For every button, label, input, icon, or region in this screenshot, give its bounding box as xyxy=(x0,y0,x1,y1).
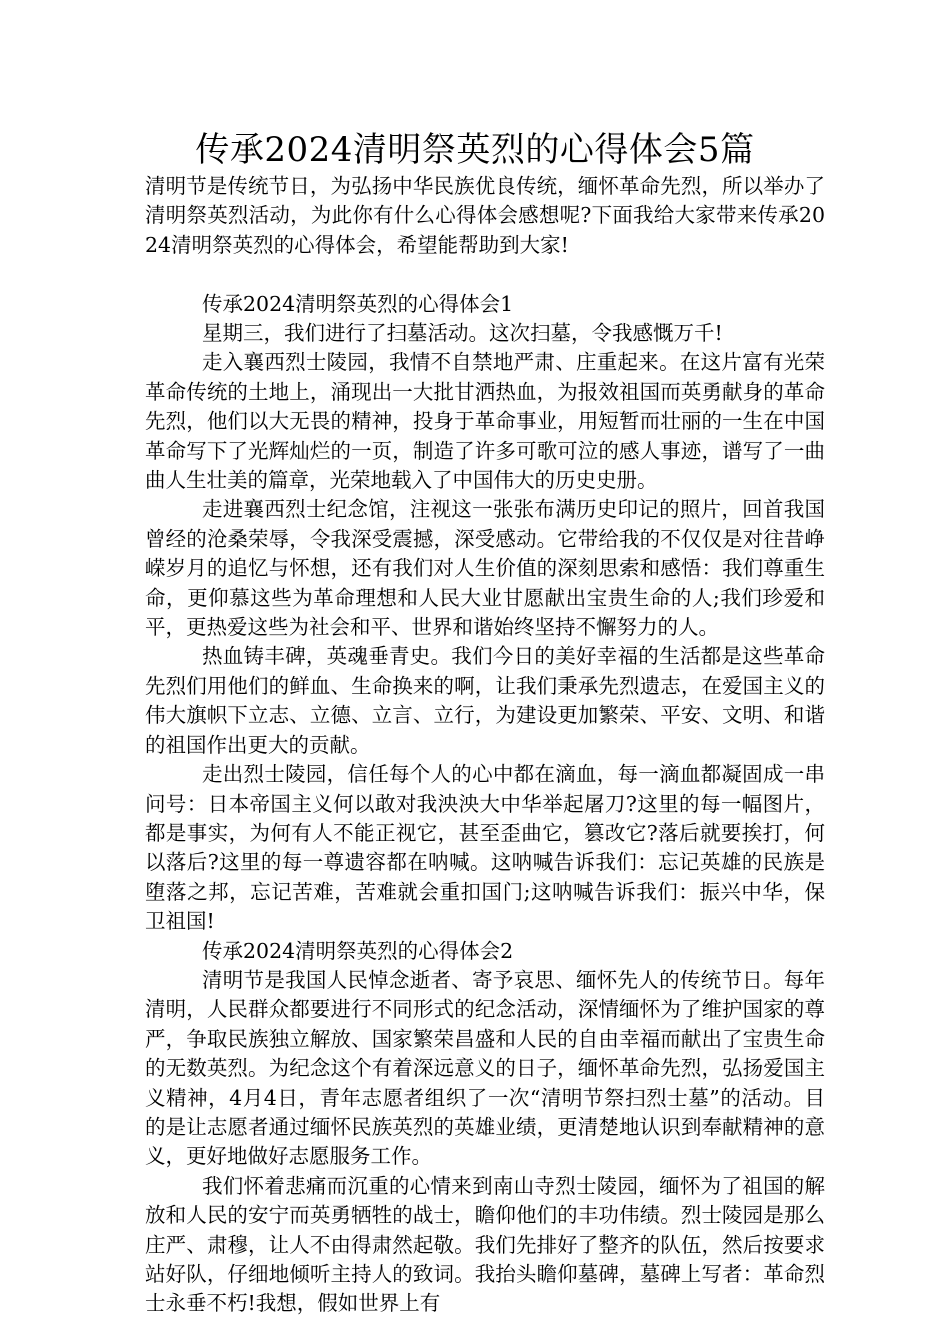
section1-paragraph: 走进襄西烈士纪念馆，注视这一张张布满历史印记的照片，回首我国曾经的沧桑荣辱，令我深受震撼，深受感动。它带给我的不仅仅是对往昔峥嵘岁月的追忆与怀想，还有我们对人生价值的深刻思索和感悟：我们尊重生命，更仰慕这些为革命理想和人民大业甘愿献出宝贵生命的人;我们珍爱和平，更热爱这些为社会和平、世界和谐始终坚持不懈努力的人。 xyxy=(145,497,825,640)
section-heading-2: 传承2024清明祭英烈的心得体会2 xyxy=(202,938,514,963)
document-body xyxy=(145,172,825,1319)
intro-paragraph: 清明节是传统节日，为弘扬中华民族优良传统，缅怀革命先烈，所以举办了清明祭英烈活动，为此你有什么心得体会感想呢?下面我给大家带来传承2024清明祭英烈的心得体会，希望能帮助到大家! xyxy=(145,174,825,257)
paragraph-spacer xyxy=(145,260,825,289)
section1-paragraph: 走出烈士陵园，信任每个人的心中都在滴血，每一滴血都凝固成一串问号：日本帝国主义何以敢对我泱泱大中华举起屠刀?这里的每一幅图片，都是事实，为何有人不能正视它，甚至歪曲它，篡改它?落后就要挨打，何以落后?这里的每一尊遗容都在呐喊。这呐喊告诉我们：忘记英雄的民族是堕落之邦，忘记苦难，苦难就会重扣国门;这呐喊告诉我们：振兴中华，保卫祖国! xyxy=(145,762,825,934)
section1-paragraph: 星期三，我们进行了扫墓活动。这次扫墓，令我感慨万千! xyxy=(202,321,723,346)
section-heading-1: 传承2024清明祭英烈的心得体会1 xyxy=(202,291,514,316)
section1-paragraph: 热血铸丰碑，英魂垂青史。我们今日的美好幸福的生活都是这些革命先烈们用他们的鲜血、生命换来的啊，让我们秉承先烈遗志，在爱国主义的伟大旗帜下立志、立德、立言、立行，为建设更加繁荣、平安、文明、和谐的祖国作出更大的贡献。 xyxy=(145,644,825,757)
section2-paragraph: 清明节是我国人民悼念逝者、寄予哀思、缅怀先人的传统节日。每年清明，人民群众都要进行不同形式的纪念活动，深情缅怀为了维护国家的尊严，争取民族独立解放、国家繁荣昌盛和人民的自由幸福而献出了宝贵生命的无数英烈。为纪念这个有着深远意义的日子，缅怀革命先烈，弘扬爱国主义精神，4月4日，青年志愿者组织了一次“清明节祭扫烈士墓”的活动。目的是让志愿者通过缅怀民族英烈的英雄业绩，更清楚地认识到奉献精神的意义，更好地做好志愿服务工作。 xyxy=(145,967,825,1169)
section1-paragraph: 走入襄西烈士陵园，我情不自禁地严肃、庄重起来。在这片富有光荣革命传统的土地上，涌现出一大批甘洒热血，为报效祖国而英勇献身的革命先烈，他们以大无畏的精神，投身于革命事业，用短暂而壮丽的一生在中国革命写下了光辉灿烂的一页，制造了许多可歌可泣的感人事迹，谱写了一曲曲人生壮美的篇章，光荣地载入了中国伟大的历史史册。 xyxy=(145,350,825,493)
document-title: 传承2024清明祭英烈的心得体会5篇 xyxy=(195,130,755,170)
section2-paragraph: 我们怀着悲痛而沉重的心情来到南山寺烈士陵园，缅怀为了祖国的解放和人民的安宁而英勇牺牲的战士，瞻仰他们的丰功伟绩。烈士陵园是那么庄严、肃穆，让人不由得肃然起敬。我们先排好了整齐的队伍，然后按要求站好队，仔细地倾听主持人的致词。我抬头瞻仰墓碑，墓碑上写者：革命烈士永垂不朽!我想，假如世界上有 xyxy=(145,1173,825,1316)
